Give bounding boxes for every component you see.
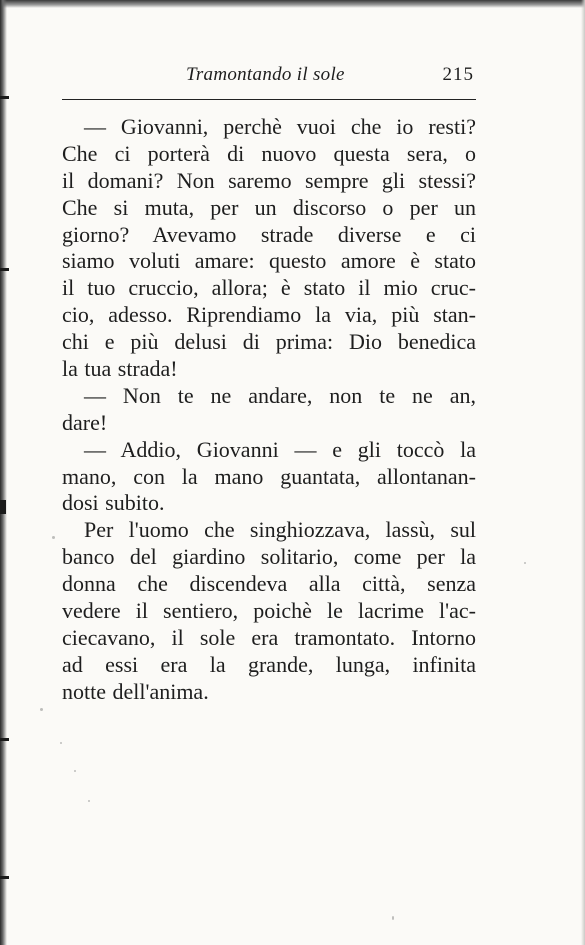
text-line: giorno? Avevamo strade diverse e ci [62,221,476,247]
text-line: Per l'uomo che singhiozzava, lassù, sul [84,517,476,543]
text-line: banco del giardino solitario, come per la [62,544,476,570]
page-number: 215 [442,64,474,85]
paper-speck [392,916,394,920]
binding-mark [0,96,9,99]
paper-speck [52,536,55,539]
text-line: — Addio, Giovanni — e gli toccò la [84,436,476,462]
binding-mark [0,738,9,741]
text-line: — Non te ne andare, non te ne an, [84,382,476,408]
text-line: la tua strada! [62,356,178,382]
paper-speck [74,770,76,772]
text-line: chi e più delusi di prima: Dio benedica [62,329,476,355]
binding-mark [0,500,6,514]
scan-right-edge [581,0,585,945]
paper-speck [88,800,90,802]
text-line: ciecavano, il sole era tramontato. Intorno [62,624,476,650]
text-line: notte dell'anima. [62,678,209,704]
text-line: ad essi era la grande, lunga, infinita [62,651,476,677]
text-line: dare! [62,409,108,435]
text-line: cio, adesso. Riprendiamo la via, più stan- [62,302,476,328]
text-line: Che ci porterà di nuovo questa sera, o [62,140,476,166]
scan-top-edge [0,0,585,8]
text-line: il tuo cruccio, allora; è stato il mio cruc- [62,275,476,301]
running-title: Tramontando il sole [186,64,345,85]
text-line: Che si muta, per un discorso o per un [62,194,476,220]
paper-speck [524,562,526,564]
running-head [62,62,476,90]
paper-speck [60,742,62,744]
paper-speck [40,708,43,711]
text-line: — Giovanni, perchè vuoi che io resti? [84,114,476,139]
body-text [62,114,476,706]
binding-mark [0,876,9,879]
text-line: donna che discendeva alla città, senza [62,571,476,597]
text-line: mano, con la mano guantata, allontanan- [62,463,476,489]
header-rule [62,99,476,100]
scan-left-edge [0,0,7,945]
text-line: siamo voluti amare: questo amore è stato [62,248,476,274]
binding-mark [0,268,9,271]
text-line: dosi subito. [62,490,165,516]
text-line: il domani? Non saremo sempre gli stessi? [62,167,476,193]
text-line: vedere il sentiero, poichè le lacrime l'ac- [62,598,476,624]
